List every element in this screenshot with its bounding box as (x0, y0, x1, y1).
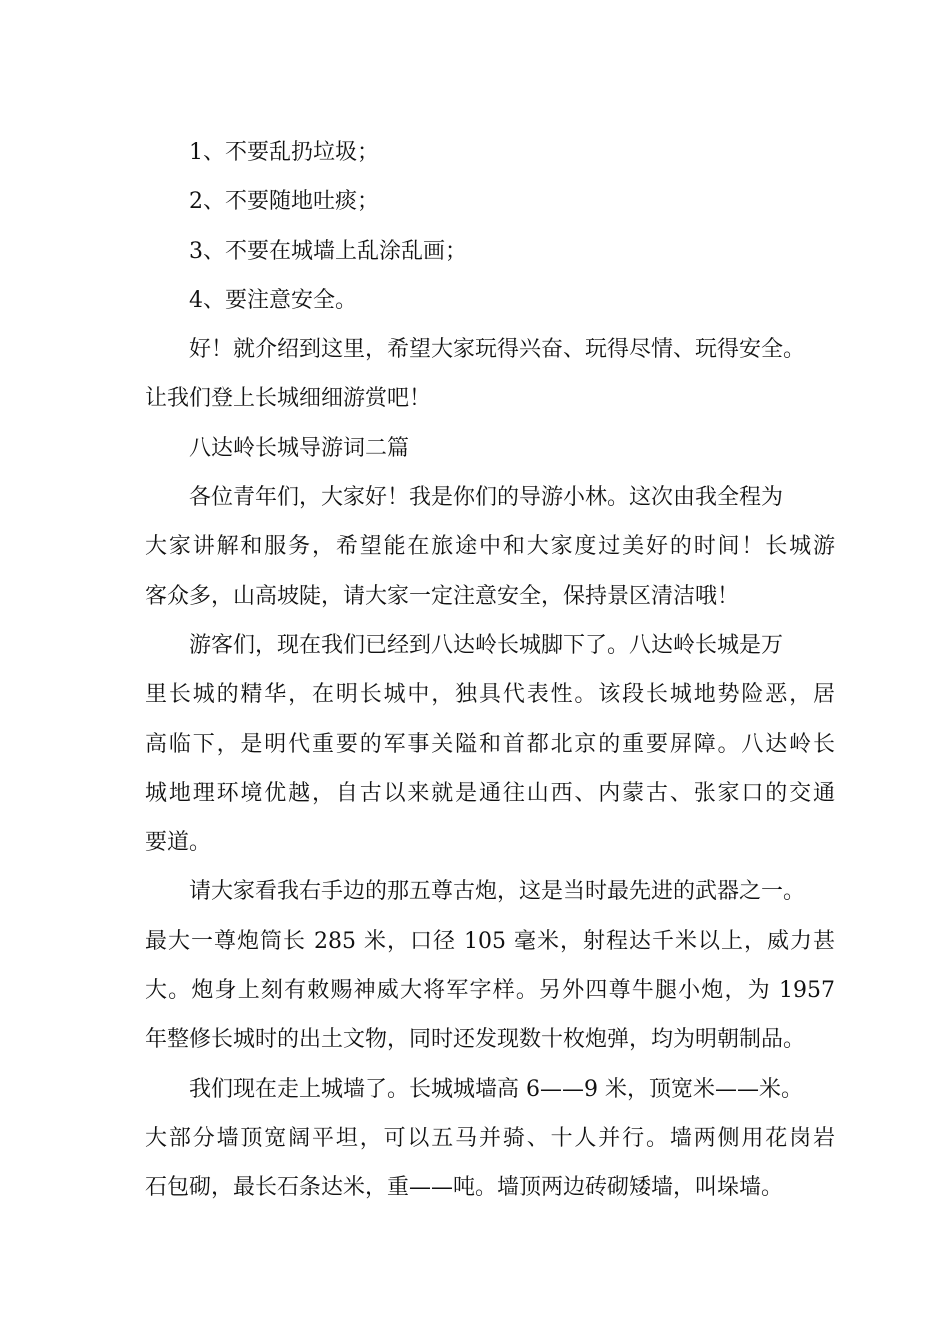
paragraph-line: 各位青年们，大家好！我是你们的导游小林。这次由我全程为 (189, 485, 784, 511)
list-item-2: 2、不要随地吐痰； (189, 189, 379, 215)
paragraph-line: 好！就介绍到这里，希望大家玩得兴奋、玩得尽情、玩得安全。 (189, 337, 806, 363)
paragraph-line: 大部分墙顶宽阔平坦，可以五马并骑、十人并行。墙两侧用花岗岩 (145, 1125, 835, 1151)
list-item-4: 4、要注意安全。 (189, 287, 357, 313)
paragraph-line: 里长城的精华，在明长城中，独具代表性。该段长城地势险恶，居 (145, 682, 835, 708)
section-heading: 八达岭长城导游词二篇 (189, 435, 410, 461)
paragraph-line: 请大家看我右手边的那五尊古炮，这是当时最先进的武器之一。 (189, 879, 806, 905)
paragraph-line: 让我们登上长城细细游赏吧！ (145, 386, 432, 412)
paragraph-line: 高临下，是明代重要的军事关隘和首都北京的重要屏障。八达岭长 (145, 731, 835, 757)
paragraph-line: 我们现在走上城墙了。长城城墙高 6——9 米，顶宽米——米。 (189, 1076, 803, 1102)
paragraph-line: 游客们，现在我们已经到八达岭长城脚下了。八达岭长城是万 (189, 632, 784, 658)
document-page (145, 128, 835, 1213)
paragraph-line: 最大一尊炮筒长 285 米，口径 105 毫米，射程达千米以上，威力甚 (145, 928, 835, 954)
paragraph-line: 客众多，山高坡陡，请大家一定注意安全，保持景区清洁哦！ (145, 583, 740, 609)
paragraph-line: 城地理环境优越，自古以来就是通往山西、内蒙古、张家口的交通 (145, 780, 835, 806)
list-item-3: 3、不要在城墙上乱涂乱画； (189, 238, 467, 264)
list-item-1: 1、不要乱扔垃圾； (189, 140, 379, 165)
paragraph-line: 石包砌，最长石条达米，重——吨。墙顶两边砖砌矮墙，叫垛墙。 (145, 1175, 784, 1201)
paragraph-line: 大家讲解和服务，希望能在旅途中和大家度过美好的时间！长城游 (145, 534, 835, 560)
paragraph-line: 要道。 (145, 830, 212, 856)
paragraph-line: 年整修长城时的出土文物，同时还发现数十枚炮弹，均为明朝制品。 (145, 1027, 806, 1053)
paragraph-line: 大。炮身上刻有敕赐神威大将军字样。另外四尊牛腿小炮，为 1957 (145, 978, 835, 1004)
